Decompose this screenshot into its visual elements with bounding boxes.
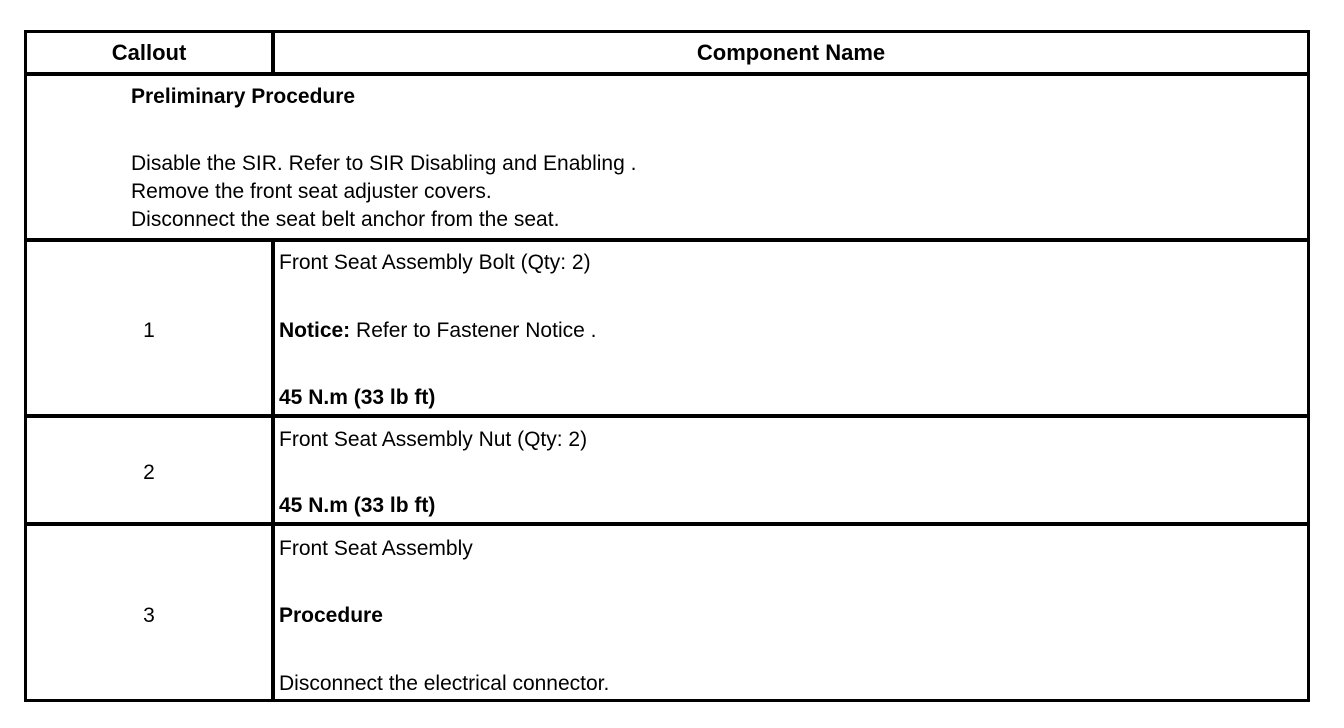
- callout-number: 2: [143, 461, 155, 484]
- divider-line: [27, 522, 1307, 526]
- preliminary-title: Preliminary Procedure: [131, 85, 356, 108]
- callout-number: 1: [143, 319, 155, 342]
- component-name: Front Seat Assembly Nut (Qty: 2): [279, 428, 588, 451]
- divider-line: [27, 414, 1307, 418]
- notice-label: Notice:: [279, 319, 351, 342]
- torque-spec: 45 N.m (33 lb ft): [279, 494, 436, 517]
- notice-text: Refer to Fastener Notice .: [350, 319, 597, 342]
- divider-line: [27, 72, 1307, 76]
- column-header-component-name: Component Name: [696, 40, 886, 65]
- component-name: Front Seat Assembly: [279, 537, 473, 560]
- divider-line: [27, 238, 1307, 242]
- preliminary-step: Disconnect the seat belt anchor from the seat.: [131, 208, 560, 231]
- torque-spec: 45 N.m (33 lb ft): [279, 386, 436, 409]
- callout-number: 3: [143, 604, 155, 627]
- notice-line: [279, 317, 596, 345]
- column-header-callout: Callout: [111, 40, 187, 65]
- component-table: [24, 30, 1310, 702]
- procedure-label: Procedure: [279, 604, 383, 627]
- preliminary-step: Remove the front seat adjuster covers.: [131, 180, 492, 203]
- divider-line: [271, 240, 275, 700]
- component-name: Front Seat Assembly Bolt (Qty: 2): [279, 251, 591, 274]
- preliminary-step: Disable the SIR. Refer to SIR Disabling and Enabling .: [131, 152, 637, 175]
- divider-line: [271, 33, 275, 74]
- procedure-step: Disconnect the electrical connector.: [279, 672, 610, 695]
